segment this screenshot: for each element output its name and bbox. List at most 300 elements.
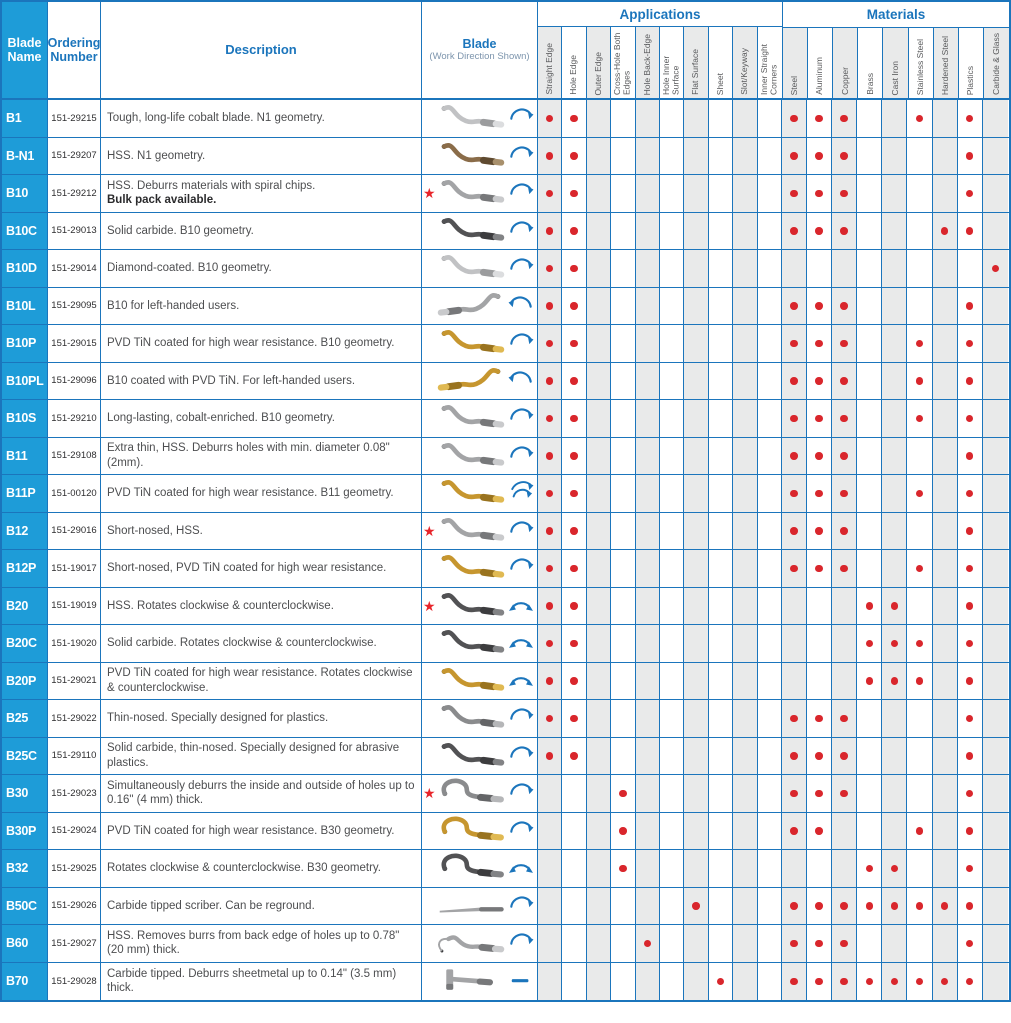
material-cell [882,475,907,512]
application-cell [562,888,586,925]
dot-marker [619,827,627,835]
material-cell [857,663,882,700]
dot-marker [570,565,578,573]
application-cell [636,325,660,362]
blade-photo [436,627,506,659]
dot-marker [790,227,798,235]
application-cell [709,850,733,887]
material-cell [907,963,932,1001]
dot-marker [815,227,823,235]
material-cell [882,138,907,175]
table-row [2,888,1009,926]
application-cell [611,138,635,175]
dot-marker [546,227,554,235]
work-direction-cw-icon [508,216,534,240]
dot-marker [966,978,974,986]
material-cell [933,363,958,400]
dot-marker [966,677,974,685]
application-cell [758,438,782,475]
application-cell [709,513,733,550]
material-cell [882,700,907,737]
material-cell [782,775,807,812]
material-cell [832,138,857,175]
work-direction-cw-icon [508,553,534,577]
col-header-blade [422,2,538,98]
dot-marker [815,415,823,423]
dot-marker [916,115,924,123]
material-cell [907,213,932,250]
application-cell [538,175,562,212]
dot-marker [570,302,578,310]
application-cell [611,213,635,250]
application-cell [733,963,757,1001]
material-cell [907,288,932,325]
dot-marker [692,902,700,910]
application-cell [758,663,782,700]
blade-photo [436,477,506,509]
blade-photo-cell [422,475,538,512]
material-column-header: Hardened Steel [934,28,959,98]
material-cell [933,250,958,287]
application-cell [684,888,708,925]
application-cell [636,775,660,812]
table-row [2,663,1009,701]
application-cell [758,925,782,962]
material-cell [933,100,958,137]
application-cell [538,288,562,325]
material-cell [907,513,932,550]
application-cell [709,213,733,250]
material-cell [933,625,958,662]
material-cell [882,813,907,850]
material-cell [958,663,983,700]
application-cell [733,288,757,325]
work-direction-cw-icon [508,778,534,802]
ordering-number: 151-29207 [48,138,101,175]
description-bold: Bulk pack available. [107,194,217,207]
col-header-ordering-number: Ordering Number [48,2,101,98]
material-cell [983,813,1008,850]
dot-marker [546,415,554,423]
application-cell [733,813,757,850]
material-cell [882,663,907,700]
application-cell [636,813,660,850]
application-cell [709,175,733,212]
application-column-header: Cross-Hole Both Edges [611,27,635,98]
blade-name: B10D [2,250,48,287]
blade-photo-cell [422,213,538,250]
dot-marker [966,152,974,160]
material-cell [958,288,983,325]
application-cell [684,250,708,287]
dot-marker [891,602,899,610]
material-cell [907,925,932,962]
material-cell [933,738,958,775]
material-cell [933,138,958,175]
table-row [2,513,1009,551]
dot-marker [840,940,848,948]
dot-marker [790,827,798,835]
blade-column-subtitle: (Work Direction Shown) [429,51,530,63]
application-cell [562,700,586,737]
dot-marker [966,902,974,910]
material-cell [907,550,932,587]
application-cell [636,588,660,625]
material-cell [983,438,1008,475]
application-cell [709,363,733,400]
material-cell [857,213,882,250]
application-cell [733,700,757,737]
dot-marker [546,527,554,535]
material-cell [983,888,1008,925]
application-cell [660,738,684,775]
application-cell [684,925,708,962]
dot-marker [840,415,848,423]
dot-marker [644,940,652,948]
dot-marker [815,302,823,310]
dot-marker [840,452,848,460]
ordering-number: 151-19017 [48,550,101,587]
description: HSS. Rotates clockwise & counterclockwise. [101,588,422,625]
application-cell [733,438,757,475]
application-cell [538,550,562,587]
description: HSS. Removes burrs from back edge of holes up to 0.78" (20 mm) thick. [101,925,422,962]
blade-photo [436,777,506,809]
application-cell [758,175,782,212]
application-cell [611,588,635,625]
blade-name: B12P [2,550,48,587]
application-cell [538,213,562,250]
description: PVD TiN coated for high wear resistance. B10 geometry. [101,325,422,362]
material-cell [782,663,807,700]
application-cell [611,175,635,212]
ordering-number: 151-29095 [48,288,101,325]
material-cell [958,363,983,400]
application-cell [733,625,757,662]
blade-column-title: Blade [462,36,497,51]
material-cell [807,963,832,1001]
dot-marker [891,677,899,685]
application-cell [538,363,562,400]
dot-marker [840,190,848,198]
description: Solid carbide, thin-nosed. Specially designed for abrasive plastics. [101,738,422,775]
dot-marker [866,677,874,685]
dot-marker [840,790,848,798]
application-cell [611,363,635,400]
ordering-number: 151-29096 [48,363,101,400]
application-cell [733,738,757,775]
material-cell [933,400,958,437]
material-cell [958,738,983,775]
blade-photo [436,252,506,284]
application-cell [660,475,684,512]
blade-photo [436,927,506,959]
application-cell [587,550,611,587]
dot-marker [966,827,974,835]
blade-name: B30 [2,775,48,812]
application-cell [733,400,757,437]
application-cell [636,288,660,325]
dot-marker [815,565,823,573]
application-cell [758,363,782,400]
blade-photo-cell [422,588,538,625]
material-cell [933,963,958,1001]
description: PVD TiN coated for high wear resistance. B11 geometry. [101,475,422,512]
ordering-number: 151-29023 [48,775,101,812]
table-row [2,175,1009,213]
dot-marker [815,715,823,723]
work-direction-dash-icon [508,969,534,993]
material-cell [807,475,832,512]
work-direction-ccw-icon [508,291,534,315]
material-cell [882,325,907,362]
material-cell [807,888,832,925]
dot-marker [546,377,554,385]
application-cell [660,588,684,625]
dot-marker [966,790,974,798]
application-cell [758,625,782,662]
application-cell [709,550,733,587]
application-cell [562,925,586,962]
material-cell [983,663,1008,700]
material-cell [983,288,1008,325]
application-cell [562,363,586,400]
material-cell [782,513,807,550]
dot-marker [840,752,848,760]
material-cell [857,550,882,587]
material-cell [933,475,958,512]
application-cell [660,625,684,662]
material-cell [983,400,1008,437]
material-cell [807,363,832,400]
application-cell [709,925,733,962]
blade-photo-cell [422,100,538,137]
material-cell [857,325,882,362]
application-cell [733,325,757,362]
material-cell [782,475,807,512]
dot-marker [840,490,848,498]
work-direction-cw-icon [508,103,534,127]
material-cell [907,325,932,362]
material-cell [983,138,1008,175]
blade-photo [436,702,506,734]
blade-photo [436,215,506,247]
dot-marker [840,340,848,348]
dot-marker [570,602,578,610]
material-cell [933,663,958,700]
application-cell [538,513,562,550]
dot-marker [966,865,974,873]
application-cell [562,625,586,662]
application-cell [587,100,611,137]
dot-marker [790,565,798,573]
work-direction-cw-icon [508,328,534,352]
application-cell [733,550,757,587]
dot-marker [790,790,798,798]
material-cell [782,588,807,625]
ordering-number: 151-19019 [48,588,101,625]
material-cell [857,813,882,850]
application-cell [636,963,660,1001]
dot-marker [815,790,823,798]
application-cell [587,588,611,625]
material-cell [782,550,807,587]
material-cell [958,325,983,362]
material-cell [958,550,983,587]
application-cell [611,813,635,850]
application-cell [562,400,586,437]
dot-marker [790,115,798,123]
blade-name: B30P [2,813,48,850]
dot-marker [916,415,924,423]
material-cell [983,963,1008,1001]
material-cell [832,213,857,250]
blade-name: B10PL [2,363,48,400]
material-cell [907,700,932,737]
dot-marker [546,490,554,498]
application-cell [636,850,660,887]
application-cell [611,663,635,700]
application-cell [709,625,733,662]
application-cell [758,813,782,850]
dot-marker [815,340,823,348]
dot-marker [966,527,974,535]
application-cell [538,963,562,1001]
application-cell [709,400,733,437]
description: Short-nosed, HSS. [101,513,422,550]
dot-marker [916,377,924,385]
material-cell [782,738,807,775]
dot-marker [966,340,974,348]
application-cell [587,138,611,175]
dot-marker [866,640,874,648]
application-cell [587,925,611,962]
dot-marker [966,715,974,723]
dot-marker [790,377,798,385]
dot-marker [840,902,848,910]
material-cell [832,925,857,962]
dot-marker [570,340,578,348]
application-column-header: Flat Surface [684,27,708,98]
dot-marker [866,602,874,610]
material-cell [832,963,857,1001]
material-cell [882,588,907,625]
application-cell [562,288,586,325]
application-cell [709,588,733,625]
application-cell [733,213,757,250]
application-cell [660,925,684,962]
application-cell [562,813,586,850]
material-cell [857,625,882,662]
application-cell [709,700,733,737]
application-cell [660,663,684,700]
material-cell [958,775,983,812]
material-cell [882,888,907,925]
dot-marker [916,978,924,986]
dot-marker [840,715,848,723]
application-cell [709,475,733,512]
material-cell [958,963,983,1001]
description: Diamond-coated. B10 geometry. [101,250,422,287]
material-cell [857,588,882,625]
blade-photo [436,290,506,322]
application-cell [538,475,562,512]
dot-marker [966,452,974,460]
dot-marker [790,527,798,535]
material-cell [857,925,882,962]
material-cell [832,438,857,475]
material-cell [882,738,907,775]
material-cell [983,925,1008,962]
material-cell [832,888,857,925]
bulk-star-icon: ★ [423,522,436,539]
application-cell [538,925,562,962]
dot-marker [546,640,554,648]
application-cell [758,100,782,137]
material-cell [933,813,958,850]
material-cell [782,625,807,662]
application-cell [587,625,611,662]
application-cell [758,138,782,175]
dot-marker [546,715,554,723]
dot-marker [717,978,725,986]
material-cell [782,400,807,437]
material-cell [832,550,857,587]
dot-marker [916,565,924,573]
material-cell [782,288,807,325]
dot-marker [546,265,554,273]
ordering-number: 151-29013 [48,213,101,250]
application-cell [660,288,684,325]
application-cell [684,775,708,812]
dot-marker [941,902,949,910]
material-cell [933,550,958,587]
work-direction-cw-icon [508,928,534,952]
application-cell [611,400,635,437]
application-cell [684,175,708,212]
description: Long-lasting, cobalt-enriched. B10 geometry. [101,400,422,437]
material-cell [933,700,958,737]
material-cell [958,888,983,925]
dot-marker [840,978,848,986]
bulk-star-icon: ★ [423,785,436,802]
blade-photo [436,740,506,772]
application-cell [684,288,708,325]
dot-marker [916,640,924,648]
dot-marker [546,340,554,348]
dot-marker [966,377,974,385]
material-cell [832,775,857,812]
table-row [2,213,1009,251]
dot-marker [815,115,823,123]
dot-marker [570,527,578,535]
application-cell [709,738,733,775]
material-cell [907,438,932,475]
bulk-star-icon: ★ [423,597,436,614]
material-cell [832,100,857,137]
blade-photo [436,402,506,434]
dot-marker [815,978,823,986]
material-cell [832,663,857,700]
material-cell [958,250,983,287]
application-cell [538,325,562,362]
application-cell [636,925,660,962]
dot-marker [916,902,924,910]
material-cell [983,700,1008,737]
application-cell [611,100,635,137]
application-cell [733,925,757,962]
table-row [2,700,1009,738]
